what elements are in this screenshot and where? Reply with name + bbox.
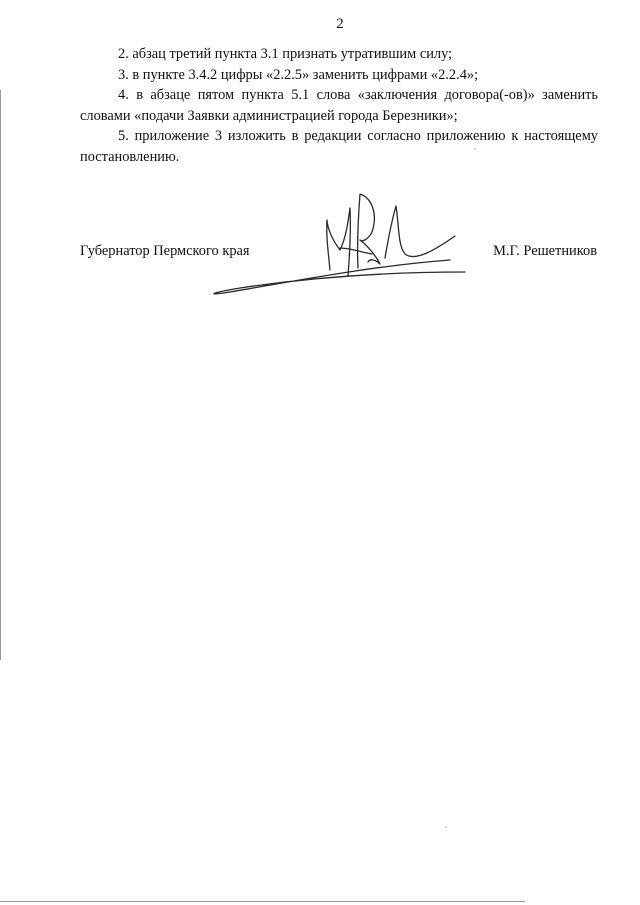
scan-speck [474,148,476,150]
scan-speck [445,826,447,828]
scan-edge-left [0,90,1,660]
paragraph-item-5: 5. приложение 3 изложить в редакции согласно приложению к настоящему постановлению. [80,128,598,165]
handwritten-signature [200,180,500,300]
paragraph-item-3: 3. в пункте 3.4.2 цифры «2.2.5» заменить цифрами «2.2.4»; [118,66,479,83]
paragraph-item-4: 4. в абзаце пятом пункта 5.1 слова «заключения договора(-ов)» заменить словами «подачи Заявки администрацией города Березники»; [80,87,598,124]
signer-name: М.Г. Решетников [493,243,597,259]
scan-edge-bottom [0,901,525,902]
page-number: 2 [336,16,344,32]
signer-title: Губернатор Пермского края [80,243,250,259]
document-body [80,44,598,167]
paragraph-item-2: 2. абзац третий пункта 3.1 признать утратившим силу; [118,46,453,62]
